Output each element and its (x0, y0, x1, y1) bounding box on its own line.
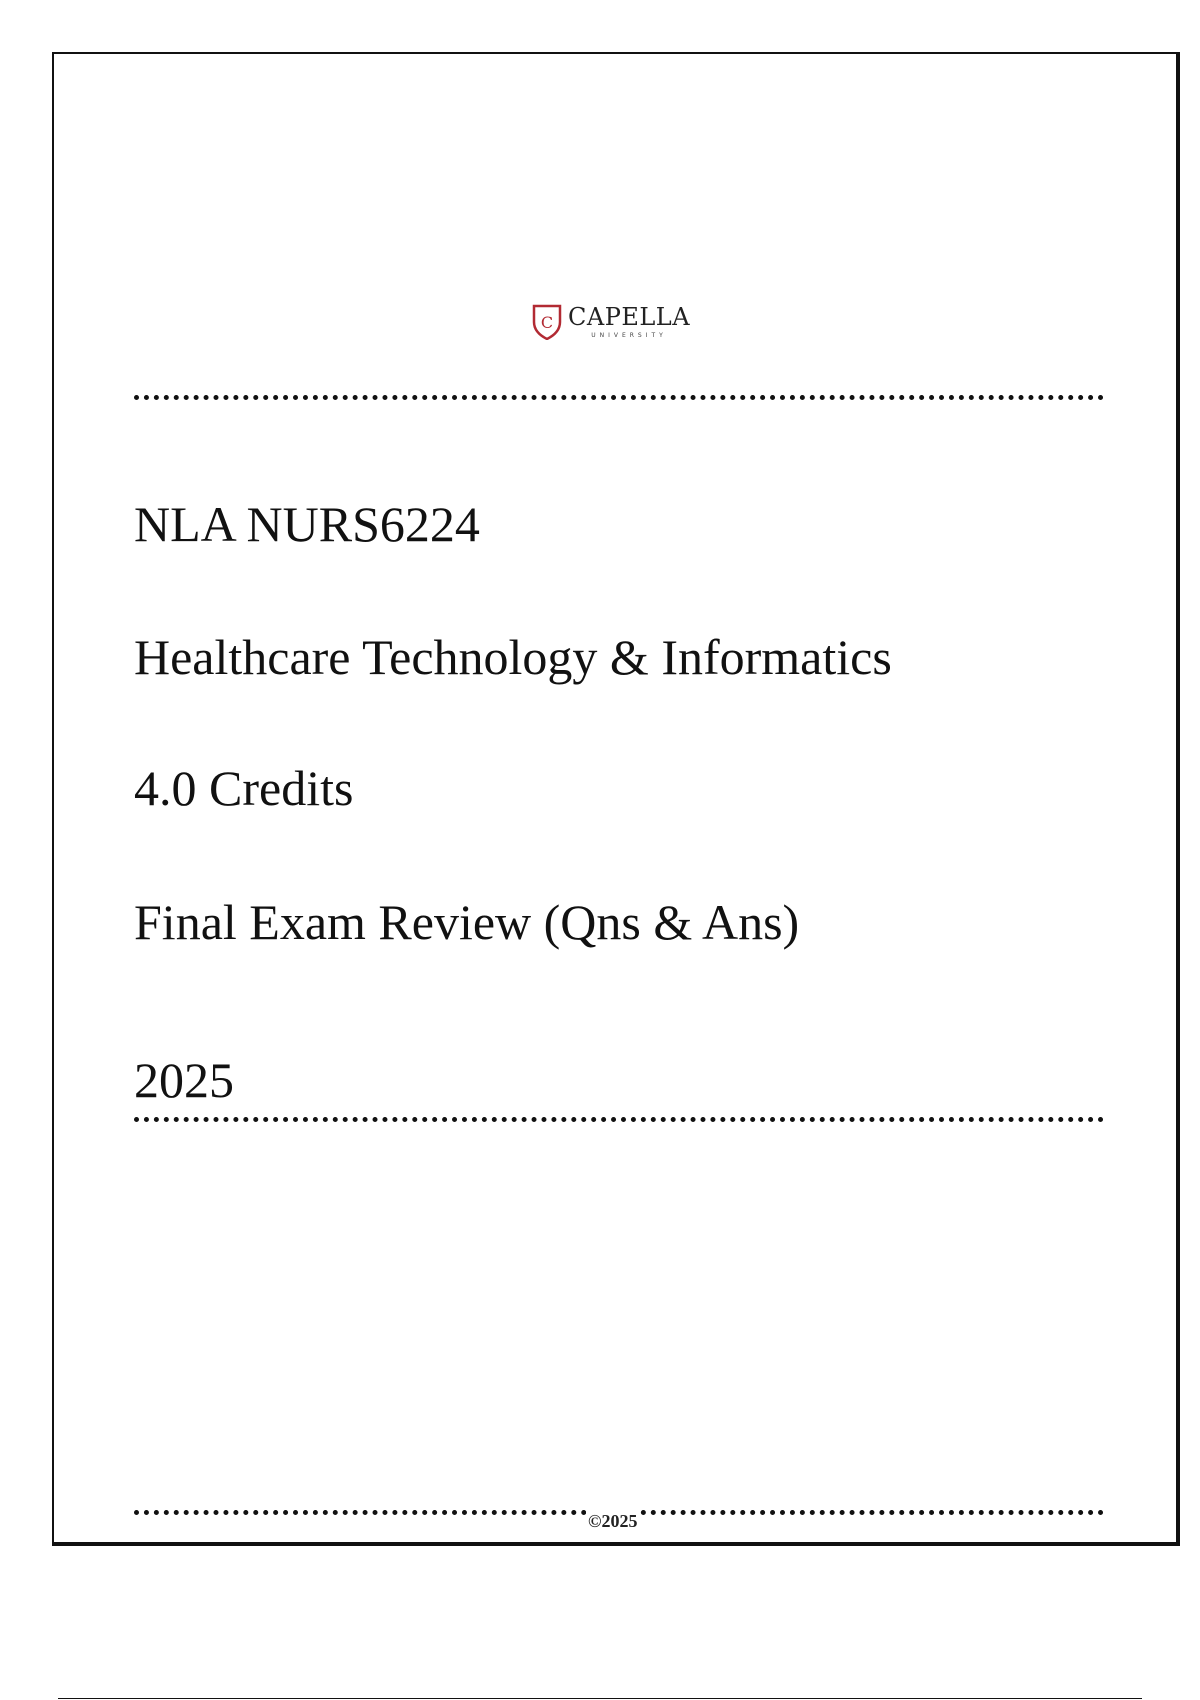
year: 2025 (134, 1052, 234, 1108)
svg-text:C: C (540, 313, 554, 332)
logo-wordmark: CAPELLA (568, 303, 691, 331)
page-bottom-rule (58, 1698, 1142, 1699)
copyright-notice: ©2025 (588, 1511, 638, 1531)
shield-logo-icon (532, 304, 562, 340)
course-code: NLA NURS6224 (134, 496, 480, 552)
course-title: Healthcare Technology & Informatics (134, 629, 892, 685)
top-dotted-rule (134, 395, 1104, 400)
document-title: Final Exam Review (Qns & Ans) (134, 894, 800, 950)
credits: 4.0 Credits (134, 760, 354, 816)
logo-subtext: UNIVERSITY (591, 332, 667, 339)
university-logo (532, 304, 692, 348)
middle-dotted-rule (134, 1117, 1104, 1122)
